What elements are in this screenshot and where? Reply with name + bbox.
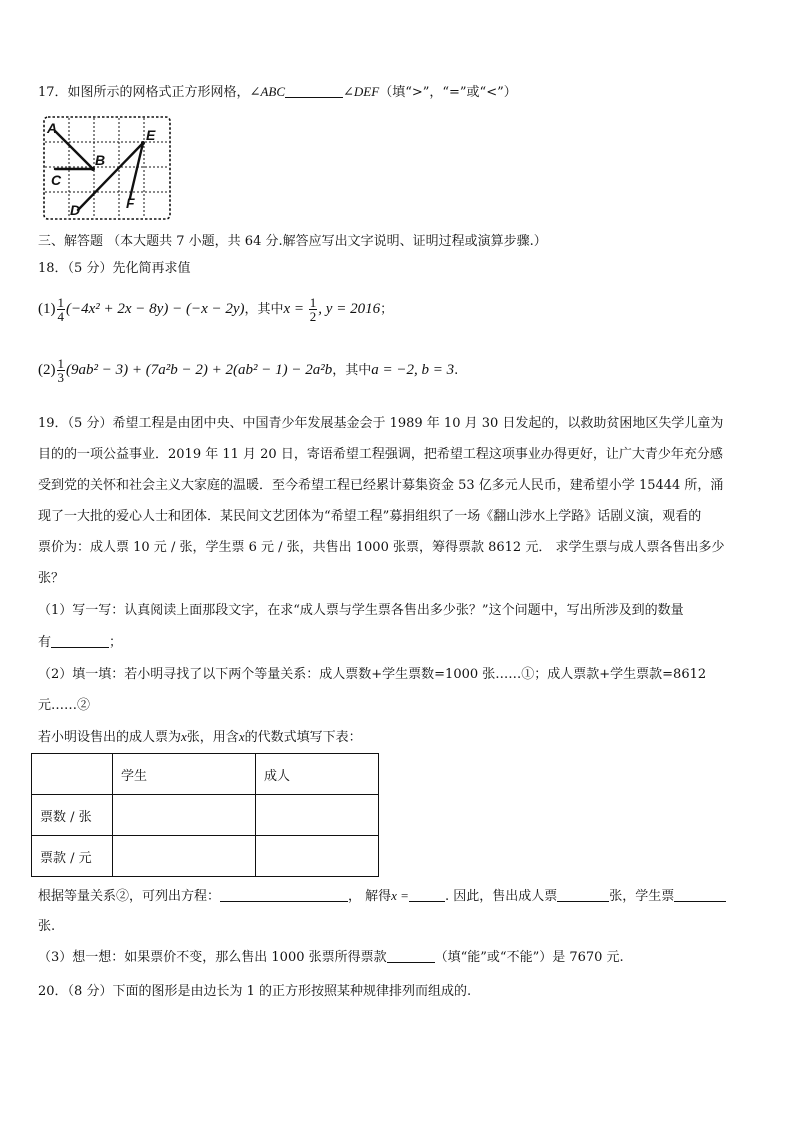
q18-p1-cond-a: x = (283, 300, 308, 317)
table-header-adult: 成人 (256, 754, 379, 795)
q19-line-1: 19．（5 分）希望工程是由团中央、中国青少年发展基金会于 1989 年 10 月 30 日发起的，以救助贫困地区失学儿童为 (38, 416, 724, 431)
q19-part2-c-mid: 张，用含 (186, 730, 239, 745)
angle-def: ∠DEF (343, 84, 380, 99)
table-row-label-count: 票数 / 张 (32, 795, 113, 836)
q20-line: 20．（8 分）下面的图形是由边长为 1 的正方形按照某种规律排列而组成的. (38, 984, 472, 999)
table-cell-student-count[interactable] (113, 795, 256, 836)
angle-abc: ∠ABC (249, 84, 286, 99)
q18-p2-mid: ，其中 (332, 362, 372, 378)
q18-part2 (38, 357, 458, 384)
q18-p2-frac-den: 3 (57, 370, 64, 385)
q19-part1-end: ； (109, 635, 123, 650)
q19-equation-end: 张. (38, 919, 56, 934)
q19-equation-line (38, 887, 726, 906)
q17-text-a: 如图所示的网格式正方形网格， (67, 85, 250, 100)
segment-ab (55, 131, 93, 169)
q19-part3-line (38, 949, 624, 967)
table-header-corner (32, 754, 113, 795)
ticket-table (31, 753, 379, 877)
solution-x-blank[interactable] (409, 888, 445, 902)
q19-part3-b: （填“能”或“不能”）是 7670 元. (434, 950, 624, 965)
q18-p1-frac-num: 1 (57, 295, 64, 310)
student-tickets-blank[interactable] (674, 888, 726, 902)
q19-part1-line-a: （1）写一写：认真阅读上面那段文字，在求“成人票与学生票各售出多少张？”这个问题中，写出所涉及到的数量 (38, 603, 684, 618)
q19-line-2: 目的的一项公益事业．2019 年 11 月 20 日，寄语希望工程强调，把希望工程这项事业办得更好，让广大青少年充分感 (38, 447, 723, 462)
q19-part2-c-end: 的代数式填写下表： (244, 730, 362, 745)
q18-part1 (38, 296, 393, 323)
point-label-a: A (47, 120, 58, 136)
q18-p2-fraction (57, 357, 66, 384)
q18-p1-label: (1) (38, 300, 56, 317)
table-header-row (32, 754, 379, 795)
q19-line-4: 现了一大批的爱心人士和团体．某民间文艺团体为“希望工程”募捐组织了一场《翻山涉水上学路》话剧义演，观看的 (38, 509, 702, 524)
q18-p1-cond-frac-den: 2 (309, 309, 317, 324)
point-label-e: E (146, 127, 156, 143)
q17-text-b: （填“>”，“=”或“<”） (379, 85, 517, 100)
table-header-student: 学生 (113, 754, 256, 795)
q18-p1-end: ； (380, 301, 394, 317)
q18-p1-fraction (57, 296, 66, 323)
table-cell-student-amount[interactable] (113, 836, 256, 877)
table-row (32, 795, 379, 836)
q17-line (38, 83, 517, 102)
table-row-label-amount: 票款 / 元 (32, 836, 113, 877)
q19-eq-prefix: 根据等量关系②，可列出方程： (38, 889, 221, 904)
q17-answer-blank[interactable] (285, 84, 343, 98)
table-row (32, 836, 379, 877)
section3-heading: 三、解答题 （本大题共 7 小题，共 64 分.解答应写出文字说明、证明过程或演算步骤.） (38, 234, 547, 249)
table-cell-adult-amount[interactable] (256, 836, 379, 877)
q19-eq-mid: . 因此，售出成人票 (444, 889, 558, 904)
q18-p1-cond-b: , y = 2016 (318, 300, 381, 317)
q19-eq-solve: ， 解得 (348, 889, 392, 904)
equation-blank[interactable] (220, 888, 348, 902)
adult-tickets-blank[interactable] (557, 888, 609, 902)
point-label-c: C (51, 172, 62, 188)
q17-grid-figure (40, 114, 174, 222)
q19-part2-line-a: （2）填一填：若小明寻找了以下两个等量关系：成人票数+学生票数=1000 张……①；成人票款+学生票款=8612 (38, 667, 707, 682)
q18-p2-expression: (9ab² − 3) + (7a²b − 2) + 2(ab² − 1) − 2a²b (66, 361, 333, 378)
point-label-b: B (95, 152, 106, 168)
table-cell-adult-count[interactable] (256, 795, 379, 836)
q18-p2-condition: a = −2, b = 3 (371, 361, 455, 378)
q18-p1-expression: (−4x² + 2x − 8y) − (−x − 2y) (66, 300, 245, 317)
q19-part2-line-c (38, 728, 362, 747)
q19-eq-var: x = (391, 888, 409, 903)
q19-part1-blank[interactable] (51, 634, 109, 648)
q19-part2-line-b: 元……② (38, 698, 91, 713)
q17-number: 17． (38, 85, 68, 100)
q18-p1-mid: ，其中 (244, 301, 284, 317)
q19-line-6: 张？ (38, 571, 65, 586)
point-label-f: F (126, 195, 135, 211)
q19-part3-blank[interactable] (387, 949, 435, 963)
q19-line-3: 受到党的关怀和社会主义大家庭的温暖．至今希望工程已经累计募集资金 53 亿多元人民币，建希望小学 15444 所，涌 (38, 478, 724, 493)
q19-part2-var-x2: x (238, 729, 245, 744)
q19-part2-var-x: x (181, 729, 187, 744)
q19-part1-prefix: 有 (38, 635, 52, 650)
q19-part3-a: （3）想一想：如果票价不变，那么售出 1000 张票所得票款 (38, 950, 387, 965)
q18-p2-label: (2) (38, 361, 56, 378)
q18-p2-end: . (454, 362, 459, 378)
q18-p1-frac-den: 4 (57, 309, 64, 324)
q19-part2-c-pre: 若小明设售出的成人票为 (38, 730, 182, 745)
point-label-d: D (70, 202, 81, 218)
q19-eq-zhang1: 张，学生票 (609, 889, 675, 904)
q18-title: 18．（5 分）先化简再求值 (38, 261, 191, 276)
q19-part1-line-b (38, 634, 122, 652)
q18-p1-cond-fraction (309, 296, 318, 323)
q18-p2-frac-num: 1 (57, 356, 64, 371)
q18-p1-cond-frac-num: 1 (309, 295, 317, 310)
q19-line-5: 票价为：成人票 10 元 / 张，学生票 6 元 / 张，共售出 1000 张票，筹得票款 8612 元． 求学生票与成人票各售出多少 (38, 540, 725, 555)
